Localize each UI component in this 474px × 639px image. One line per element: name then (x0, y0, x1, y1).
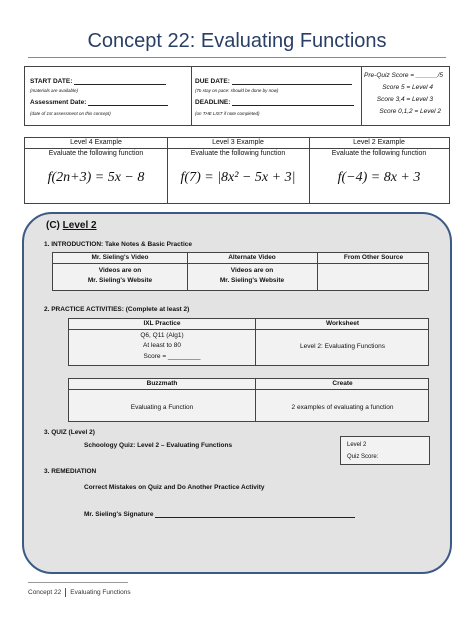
row-divider (53, 263, 428, 264)
quiz-score-box[interactable] (340, 436, 430, 465)
due-date-line (232, 77, 352, 85)
deadline-field[interactable] (195, 98, 354, 106)
example-equation: f(7) = |8x² − 5x + 3| (180, 170, 296, 185)
intro-col-sieling: Mr. Sieling's Video (91, 254, 149, 261)
footer-concept: Concept 22 (28, 589, 62, 597)
worksheet-text: Level 2: Evaluating Functions (300, 343, 385, 350)
remediation-text: Correct Mistakes on Quiz and Do Another Practice Activity (84, 484, 265, 491)
example-level-2 (309, 138, 449, 203)
quiz-score-label: Quiz Score: (347, 454, 379, 460)
example-header: Level 4 Example (25, 138, 167, 149)
signature-label: Mr. Sieling's Signature (84, 511, 154, 518)
assessment-date-note: (date of 1st assessment on this concept) (30, 111, 111, 116)
due-date-note: (To stay on pace: should be done by now) (195, 88, 279, 93)
row-divider (69, 389, 428, 390)
score-level-4: Score 5 = Level 4 (382, 84, 433, 91)
deadline-line (232, 98, 354, 106)
prequiz-score: Pre-Quiz Score = ______/5 (364, 72, 443, 79)
create-header: Create (332, 380, 353, 387)
score-column (361, 67, 449, 125)
worksheet-header: Worksheet (325, 320, 360, 327)
buzzmath-header: Buzzmath (146, 380, 178, 387)
ixl-score-field[interactable]: Score = _________ (143, 353, 201, 360)
example-equation: f(−4) = 8x + 3 (337, 170, 421, 185)
start-date-column (25, 67, 192, 125)
start-date-note: (materials are available) (30, 88, 79, 93)
intro-heading: 1. INTRODUCTION: Take Notes & Basic Practice (44, 241, 192, 248)
example-instruction: Evaluate the following function (190, 150, 286, 157)
quiz-text: Schoology Quiz: Level 2 – Evaluating Functions (84, 442, 233, 449)
page-title: Concept 22: Evaluating Functions (87, 30, 387, 52)
practice-table-2 (68, 378, 429, 422)
footer (28, 588, 131, 597)
title-divider (28, 57, 446, 58)
start-date-line (74, 77, 166, 85)
signature-field[interactable] (84, 510, 355, 518)
buzzmath-text: Evaluating a Function (130, 404, 194, 411)
deadline-label: DEADLINE: (195, 99, 231, 106)
practice-table-1 (68, 318, 429, 366)
intro-col-alternate: Alternate Video (228, 254, 276, 261)
assessment-date-field[interactable] (30, 98, 168, 106)
signature-line (155, 510, 355, 518)
start-date-field[interactable] (30, 77, 166, 85)
level-heading (46, 220, 97, 231)
header-info-box (24, 66, 450, 126)
level-title: Level 2 (62, 220, 97, 231)
remediation-heading: 3. REMEDIATION (44, 468, 97, 475)
due-date-label: DUE DATE: (195, 78, 230, 85)
assessment-date-label: Assessment Date: (30, 99, 87, 106)
example-header: Level 3 Example (167, 138, 309, 149)
intro-cell-text: Videos are on (230, 267, 274, 274)
intro-table (52, 252, 429, 291)
example-level-4 (25, 138, 168, 203)
due-date-field[interactable] (195, 77, 352, 85)
intro-cell-text: Videos are on (98, 267, 142, 274)
level-prefix: (C) (46, 220, 60, 231)
example-equation: f(2n+3) = 5x − 8 (47, 170, 145, 185)
quiz-heading: 3. QUIZ (Level 2) (44, 429, 95, 436)
row-divider (69, 329, 428, 330)
ixl-target: At least to 80 (143, 342, 181, 349)
example-header: Level 2 Example (309, 138, 449, 149)
ixl-practice-header: IXL Practice (143, 320, 181, 327)
quiz-score-level: Level 2 (347, 442, 367, 448)
intro-cell-link[interactable]: Mr. Sieling's Website (87, 277, 153, 284)
footer-topic: Evaluating Functions (70, 589, 131, 597)
assessment-date-line (88, 98, 168, 106)
score-level-2: Score 0,1,2 = Level 2 (379, 108, 441, 115)
footer-divider (65, 588, 66, 597)
start-date-label: START DATE: (30, 78, 73, 85)
intro-col-other: From Other Source (343, 254, 404, 261)
deadline-note: (on THE LIST if note completed) (195, 111, 260, 116)
intro-cell-link[interactable]: Mr. Sieling's Website (219, 277, 285, 284)
practice-heading: 2. PRACTICE ACTIVITIES: (Complete at least 2) (44, 306, 190, 313)
create-text: 2 examples of evaluating a function (291, 404, 394, 411)
footer-rule (28, 582, 128, 583)
examples-table (24, 137, 450, 204)
example-level-3 (167, 138, 310, 203)
example-instruction: Evaluate the following function (48, 150, 144, 157)
due-date-column (191, 67, 362, 125)
ixl-questions: Q6, Q11 (Alg1) (140, 332, 184, 339)
example-instruction: Evaluate the following function (331, 150, 427, 157)
score-level-3: Score 3,4 = Level 3 (376, 96, 433, 103)
